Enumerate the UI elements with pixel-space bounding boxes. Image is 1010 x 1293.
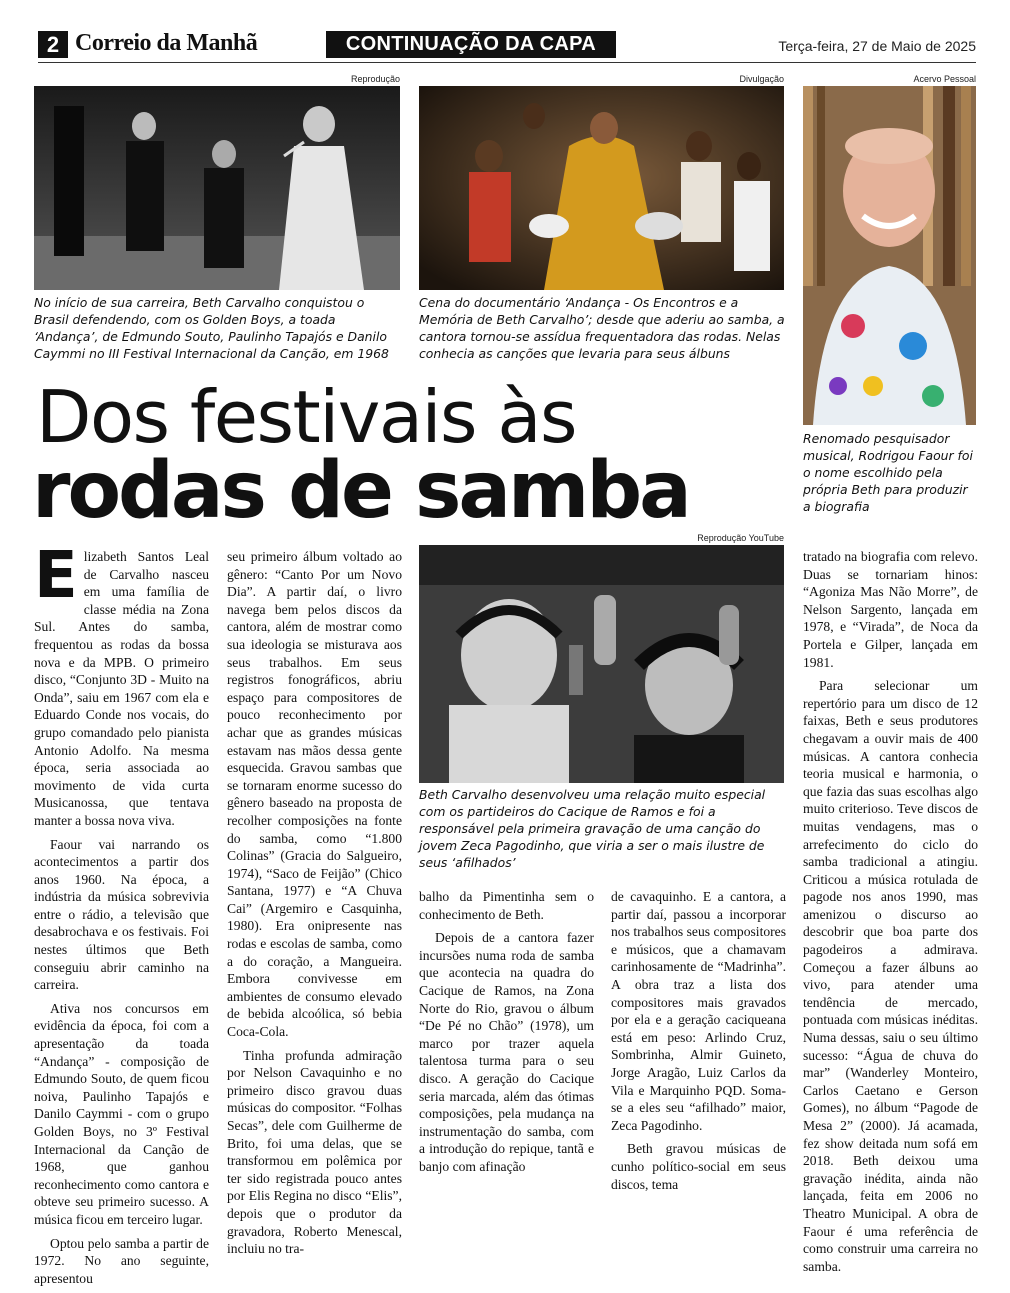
article-paragraph: Depois de a cantora fazer incursões numa roda de samba que acontecia na quadra do Cacique de Ramos, na Zona Norte do Rio, gravou o álbum “De Pé no Chão” (1978), um marco por trazer aquela talentosa turma para o seu disco. A geração do Cacique seria marcada, além das ótimas composições, pela mudança na instrumentação do samba, com a introdução do repique, tantã e banjo com afinação (419, 930, 594, 1174)
article-paragraph: balho da Pimentinha sem o conhecimento de Beth. (419, 889, 594, 922)
photo2-credit: Divulgação (739, 74, 784, 84)
article-column-5 (803, 548, 978, 1281)
photo1-credit: Reprodução (350, 74, 400, 84)
photo3-credit: Acervo Pessoal (913, 74, 976, 84)
article-paragraph: Tinha profunda admiração por Nelson Cavaquinho e no primeiro disco gravou duas músicas do compositor. “Folhas Secas”, dele com Guilherme de Brito, foi uma delas, que se transformou em polêmica por ter sido registrada pouco antes por Elis Regina no disco “Elis”, depois que o produtor da gravadora, Roberto Menescal, incluiu no tra- (227, 1047, 402, 1257)
photo4-caption: Beth Carvalho desenvolveu uma relação muito especial com os partideiros do Cacique de Ramos e foi a responsável pela primeira gravação de uma canção do jovem Zeca Pagodinho, que viria a ser o mais ilustre de seus ‘afilhados’ (419, 787, 766, 870)
article-column-2 (227, 548, 402, 1264)
article-paragraph: Beth gravou músicas de cunho político-social em seus discos, tema (611, 1141, 786, 1192)
photo4-credit: Reprodução YouTube (697, 533, 784, 543)
article-paragraph: Para selecionar um repertório para um disco de 12 faixas, Beth e seus produtores chegavam a ouvir mais de 400 músicas. A cantora conhecia teoria musical e harmonia, o que fazia das suas escolhas algo muito criterioso. Teve discos de muitas vendagens, mas o arrefecimento do ciclo do samba tradicional a atingiu. Criticou a música rotulada de pagode nos anos 1990, mas amenizou o discurso ao descobrir que boa parte dos pagodeiros a admirava. Começou a fazer álbuns ao vivo, para atender uma tendência de mercado, pontuada com músicas inéditas. Numa dessas, saiu o seu último sucesso: “Água de chuva do mar” (Wanderley Monteiro, Carlos Caetano e Gerson Gomes), no álbum “Pagode de Mesa 2” (2000). Já acamada, fez show deitada num sofá em 2018. Beth deixou uma gravação inédita, ainda não lançada, feita em 2006 no Theatro Municipal. A obra de Faour é uma referência de como construir uma carreira no samba. (803, 678, 978, 1274)
article-paragraph: tratado na biografia com relevo. Duas se tornariam hinos: “Agoniza Mas Não Morre”, de Nelson Sargento, lançada em 1978, e “Virada”, de Noca da Portela e Gilper, lançada em 1981. (803, 549, 978, 670)
photo-rodrigo-faour (803, 86, 976, 425)
header-rule (38, 62, 976, 63)
photo-documentary-scene (419, 86, 784, 290)
article-paragraph: Ativa nos concursos em evidência da época, foi com a apresentação da toada “Andança” - composição de Edmundo Souto, de quem ficou noiva, Paulinho Tapajós e Danilo Caymmi - com o grupo Golden Boys, no 3º Festival Internacional da Canção de 1968, que ganhou reconhecimento como cantora e obteve seu primeiro sucesso. A música ficou em terceiro lugar. (34, 1000, 209, 1227)
photo-golden-boys (34, 86, 400, 290)
newspaper-name: Correio da Manhã (75, 30, 258, 56)
section-title: CONTINUAÇÃO DA CAPA (326, 31, 616, 58)
article-paragraph: de cavaquinho. E a cantora, a partir daí, passou a incorporar nos trabalhos seus compositores e músicos, que a chamavam carinhosamente de “Madrinha”. A obra traz a lista dos compositores mais gravados por ela e a geração caciqueana está em peso: Arlindo Cruz, Sombrinha, Almir Guineto, Jorge Aragão, Luiz Carlos da Vila e Marquinho PQD. Soma-se a eles seu “afilhado” maior, Zeca Pagodinho. (611, 889, 786, 1133)
article-column-3 (419, 888, 594, 1182)
drop-cap: E (34, 539, 78, 613)
photo1-caption: No início de sua carreira, Beth Carvalho conquistou o Brasil defendendo, com os Golden Boys, a toada ‘Andança’, de Edmundo Souto, Paulinho Tapajós e Danilo Caymmi no III Festival Internacional da Canção, em 1968 (34, 295, 389, 361)
headline-line2: rodas de samba (32, 446, 689, 536)
headline-line1: Dos festivais às (36, 375, 577, 459)
page-number: 2 (38, 31, 68, 58)
article-paragraph: lizabeth Santos Leal de Carvalho nasceu em uma família de classe média na Zona Sul. Antes do samba, frequentou as rodas da bossa nova e da MPB. O primeiro disco, “Conjunto 3D - Muito na Onda”, saiu em 1967 com ela e Eduardo Conde nos vocais, do grupo comandado pelo pianista Antonio Adolfo. Na mesma época, seria associada ao movimento de vida curta Musicanossa, que tentava manter a bossa nova viva. (34, 549, 209, 828)
photo2-caption: Cena do documentário ‘Andança - Os Encontros e a Memória de Beth Carvalho’; desde que aderiu ao samba, a cantora tornou-se assídua frequentadora das rodas. Nelas conhecia as canções que levaria para seus álbuns (419, 295, 785, 361)
issue-date: Terça-feira, 27 de Maio de 2025 (778, 38, 976, 54)
article-paragraph: Faour vai narrando os acontecimentos a partir dos anos 1960. Na época, a indústria da música sobrevivia entre o rádio, a televisão que desabrochava e os festivais. Foi nestes últimos que Beth conseguiu abrir caminho na carreira. (34, 836, 209, 993)
photo-recording-studio (419, 545, 784, 783)
article-paragraph: Optou pelo samba a partir de 1972. No ano seguinte, apresentou (34, 1235, 209, 1286)
article-paragraph: seu primeiro álbum voltado ao gênero: “Canto Por um Novo Dia”. A partir daí, o livro navega bem pelos discos da cantora, além de mostrar como sua ideologia se misturava aos seus trabalhos. Em seus registros fonográficos, abriu espaço para compositores de pouco reconhecimento por achar que as grandes músicas estavam nas mãos dessa gente esquecida. Gravou sambas que se tornaram enorme sucesso do gênero baseado na proposta de recolher composições na fonte do samba, como “1.800 Colinas” (Gracia do Salgueiro, 1974), “Saco de Feijão” (Chico Santana, 1977) e “A Chuva Cai” (Argemiro e Casquinha, 1980). Era onipresente nas rodas e escolas de samba, como a do coração, a Mangueira. Embora convivesse em ambientes de consumo elevado de bebida alcoólica, só bebia Coca-Cola. (227, 549, 402, 1040)
article-column-1 (34, 539, 209, 1293)
article-column-4 (611, 888, 786, 1199)
photo3-caption: Renomado pesquisador musical, Rodrigou Faour foi o nome escolhido pela própria Beth para produzir a biografia (803, 431, 973, 514)
